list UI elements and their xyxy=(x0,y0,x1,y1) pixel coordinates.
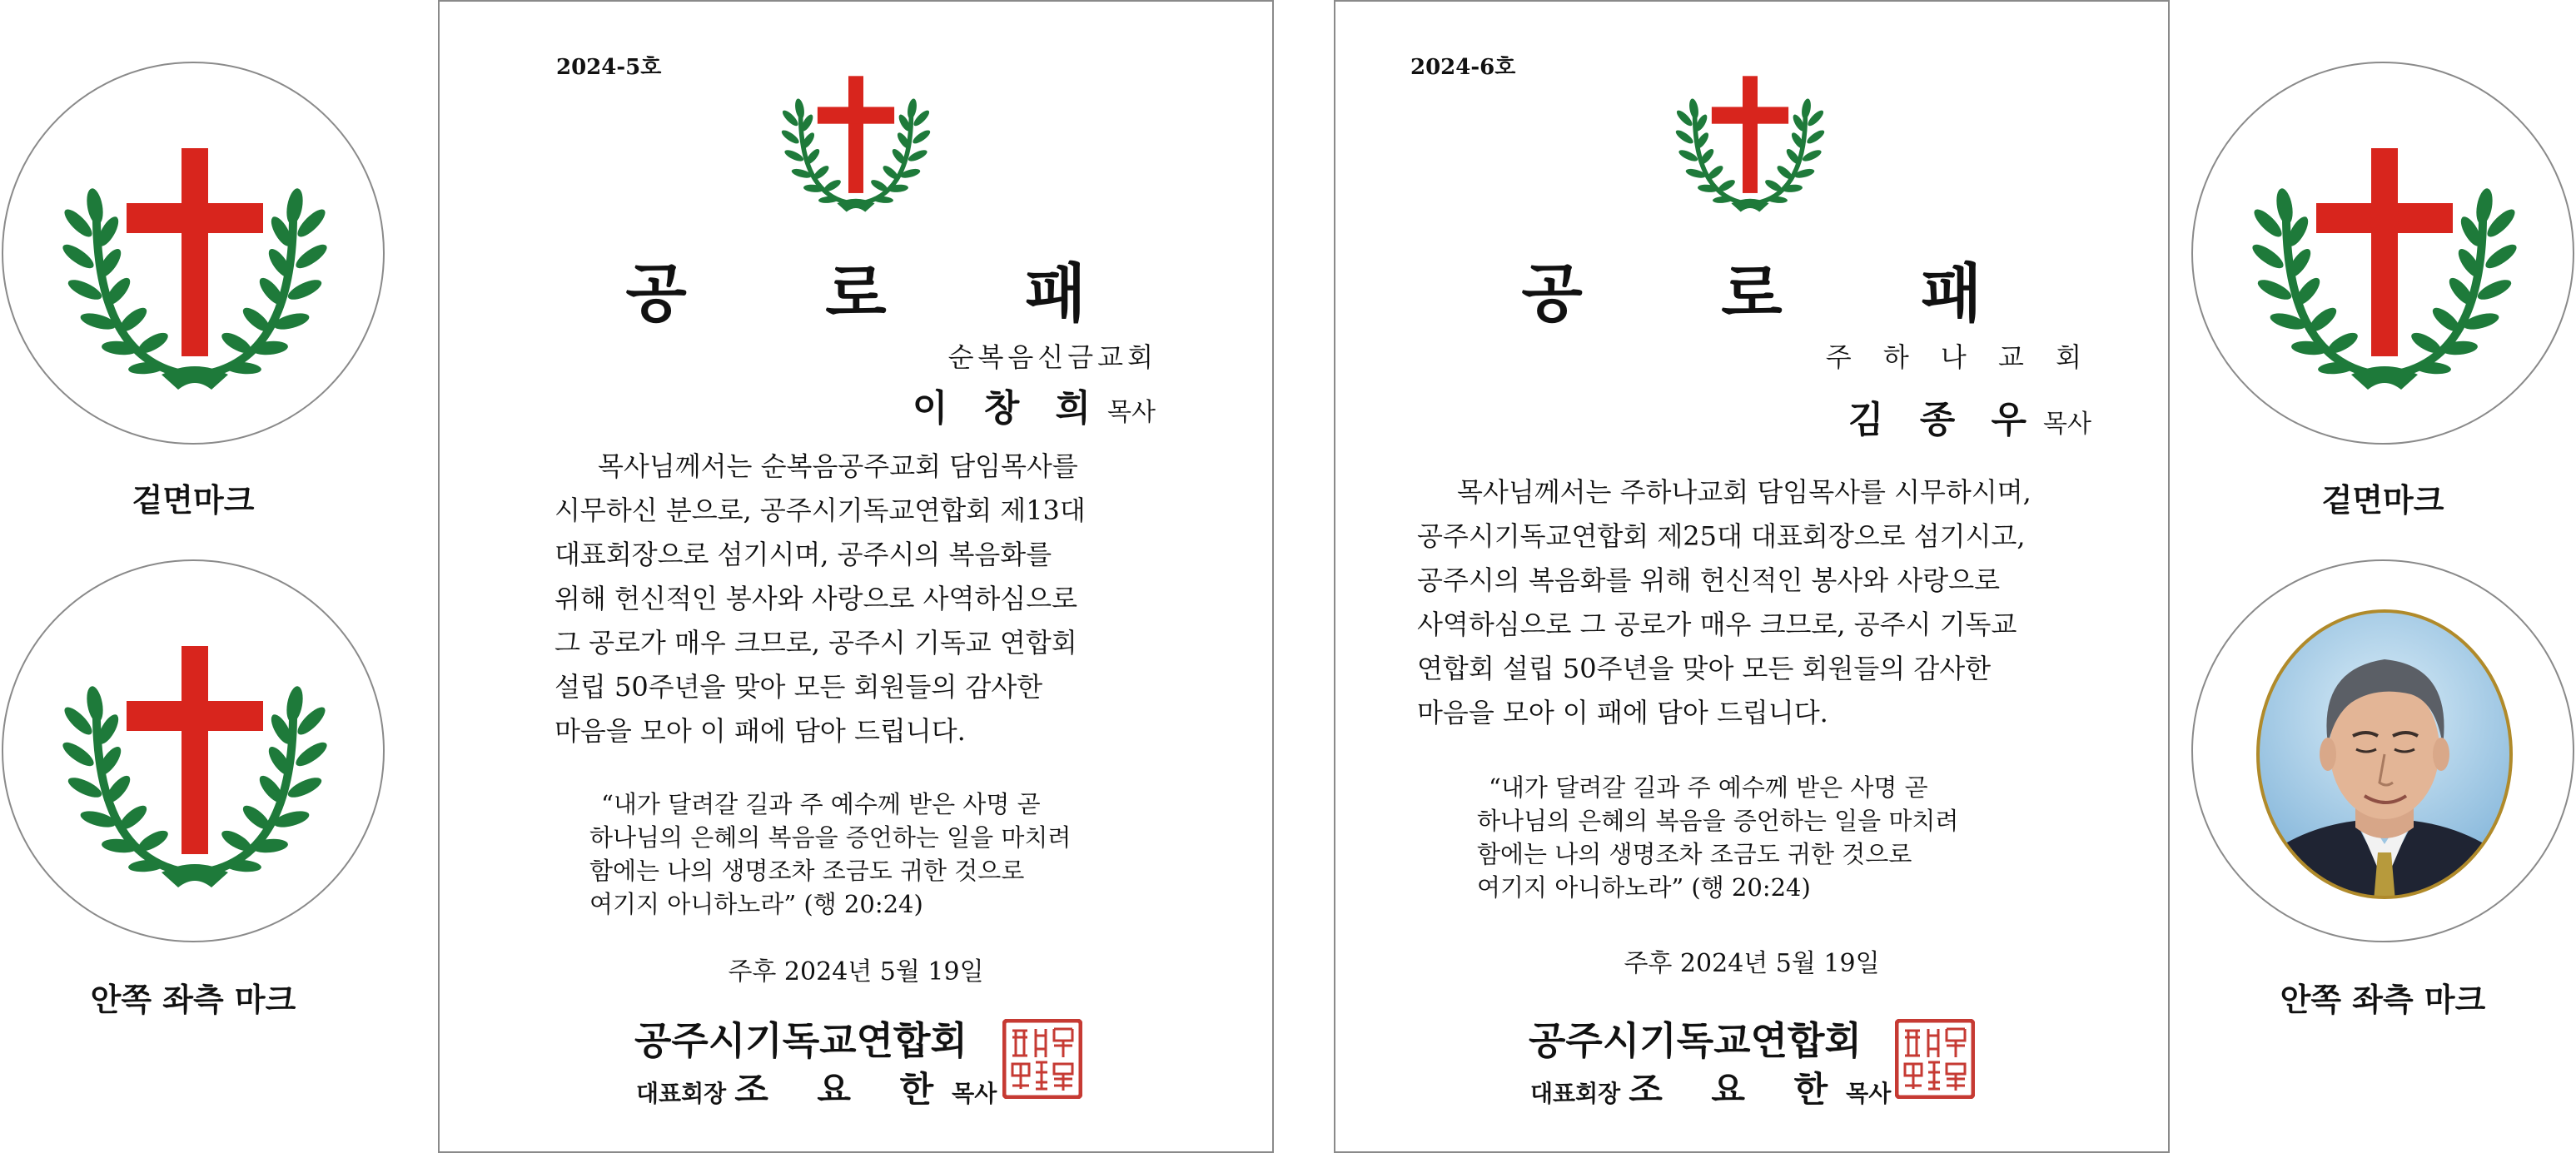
citation-line: 공주시기독교연합회 제25대 대표회장으로 섬기시고, xyxy=(1417,520,2026,552)
award-date: 주후 2024년 5월 19일 xyxy=(1624,949,1880,978)
plaque-title: 공 로 패 xyxy=(1521,256,2041,330)
recipient-name-line xyxy=(1848,390,2091,443)
official-seal-icon xyxy=(1895,1019,1975,1099)
citation-text xyxy=(1417,470,2095,735)
president-line xyxy=(1530,1062,1891,1112)
president-name: 조 요 한 xyxy=(1629,1069,1847,1110)
official-seal-icon xyxy=(1002,1019,1082,1099)
cross-wreath-icon xyxy=(1667,70,1833,220)
citation-line: 그 공로가 매우 크므로, 공주시 기독교 연합회 xyxy=(554,627,1077,659)
cross-wreath-icon xyxy=(2193,63,2574,445)
cross-wreath-icon xyxy=(773,70,939,220)
issuing-organization: 공주시기독교연합회 xyxy=(1529,1018,1862,1063)
verse-line: 하나님의 은혜의 복음을 증언하는 일을 마치려 xyxy=(1477,807,1959,835)
president-line xyxy=(636,1062,997,1112)
inner-mark-caption-right: 안쪽 좌측 마크 xyxy=(2280,982,2486,1018)
inner-mark-caption-left: 안쪽 좌측 마크 xyxy=(90,982,296,1018)
verse-line: 하나님의 은혜의 복음을 증언하는 일을 마치려 xyxy=(589,823,1072,852)
citation-line: 연합회 설립 50주년을 맞아 모든 회원들의 감사한 xyxy=(1417,653,1992,684)
verse-line: “내가 달려갈 길과 주 예수께 받은 사명 곧 xyxy=(601,790,1041,818)
bible-verse xyxy=(1477,771,1958,904)
citation-line: 목사님께서는 순복음공주교회 담임목사를 xyxy=(598,450,1078,482)
president-title: 목사 xyxy=(952,1080,997,1107)
citation-line: 마음을 모아 이 패에 담아 드립니다. xyxy=(1417,697,1828,728)
recipient-church: 주 하 나 교 회 xyxy=(1825,341,2093,373)
outer-mark-caption-right: 겉면마크 xyxy=(2321,482,2444,519)
verse-line: “내가 달려갈 길과 주 예수께 받은 사명 곧 xyxy=(1489,773,1928,802)
inner-mark-circle-right xyxy=(2191,559,2574,942)
citation-line: 위해 헌신적인 봉사와 사랑으로 사역하심으로 xyxy=(554,583,1078,614)
citation-line: 목사님께서는 주하나교회 담임목사를 시무하시며, xyxy=(1457,476,2031,508)
verse-line: 함에는 나의 생명조차 조금도 귀한 것으로 xyxy=(589,857,1025,885)
plaque-number: 2024-6호 xyxy=(1410,55,1516,80)
plaque-number: 2024-5호 xyxy=(556,55,662,80)
president-title: 목사 xyxy=(1846,1080,1892,1107)
president-label: 대표회장 xyxy=(1530,1080,1621,1107)
citation-line: 마음을 모아 이 패에 담아 드립니다. xyxy=(554,715,966,747)
plaque-2024-6 xyxy=(1334,0,2170,1153)
portrait-photo xyxy=(2193,561,2574,942)
plaque-2024-5 xyxy=(438,0,1274,1153)
recipient-name: 김 종 우 xyxy=(1847,399,2039,441)
verse-line: 여기지 아니하노라” (행 20:24) xyxy=(1477,873,1811,902)
citation-line: 시무하신 분으로, 공주시기독교연합회 제13대 xyxy=(554,494,1086,526)
plaque-title: 공 로 패 xyxy=(625,256,1145,330)
outer-mark-circle-right xyxy=(2191,62,2574,445)
outer-mark-circle-left xyxy=(2,62,385,445)
recipient-church: 순복음신금교회 xyxy=(947,341,1157,373)
issuing-organization: 공주시기독교연합회 xyxy=(634,1018,967,1063)
verse-line: 함에는 나의 생명조차 조금도 귀한 것으로 xyxy=(1477,840,1912,868)
citation-line: 설립 50주년을 맞아 모든 회원들의 감사한 xyxy=(554,671,1043,703)
recipient-name-line xyxy=(913,378,1156,431)
recipient-name: 이 창 희 xyxy=(912,387,1103,430)
award-date: 주후 2024년 5월 19일 xyxy=(728,957,984,987)
citation-text xyxy=(554,445,1167,753)
inner-mark-circle-left xyxy=(2,559,385,942)
citation-line: 사역하심으로 그 공로가 매우 크므로, 공주시 기독교 xyxy=(1417,609,2017,640)
recipient-title: 목사 xyxy=(2043,410,2091,439)
president-name: 조 요 한 xyxy=(734,1069,952,1110)
outer-mark-caption-left: 겉면마크 xyxy=(132,482,255,519)
recipient-title: 목사 xyxy=(1107,398,1156,427)
bible-verse xyxy=(589,788,1071,921)
verse-line: 여기지 아니하노라” (행 20:24) xyxy=(589,890,923,918)
cross-wreath-icon xyxy=(3,561,385,942)
citation-line: 대표회장으로 섬기시며, 공주시의 복음화를 xyxy=(554,539,1052,570)
citation-line: 공주시의 복음화를 위해 헌신적인 봉사와 사랑으로 xyxy=(1417,564,2001,596)
president-label: 대표회장 xyxy=(636,1080,727,1107)
cross-wreath-icon xyxy=(3,63,385,445)
